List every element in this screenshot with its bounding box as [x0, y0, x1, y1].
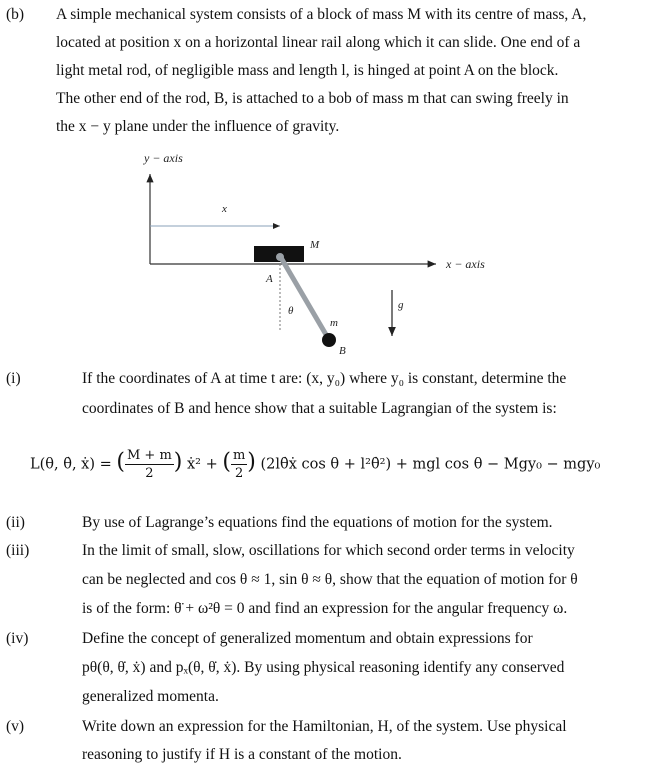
part-i-label: (i) — [6, 370, 21, 387]
part-b-line-2: located at position x on a horizontal linear rail along which it can slide. One end of a — [56, 34, 581, 51]
lagrangian-equation: L(θ, θ̇, ẋ) = ( $\frac{M + m}{2}$ ) ẋ² + ( $\frac{m}{2}$ ) (2lθ̇ẋ cos θ + l²θ̇²) + mgl cos θ − Mgy₀ − mgy₀ — [30, 448, 601, 481]
part-iii-line-1: In the limit of small, slow, oscillations for which second order terms in velocity — [82, 542, 575, 559]
angle-label: θ — [288, 305, 294, 317]
part-ii-label: (ii) — [6, 514, 25, 531]
term2-numerator: m — [232, 448, 246, 463]
bob-point-label: B — [339, 345, 346, 357]
part-v-line-1: Write down an expression for the Hamiltonian, H, of the system. Use physical — [82, 718, 567, 735]
term2-tail: (2lθ̇ẋ cos θ + l²θ̇²) + mgl cos θ − Mgy₀ − mgy₀ — [260, 456, 601, 473]
y-axis-label: y − axis — [144, 151, 183, 165]
part-iii-label: (iii) — [6, 542, 30, 559]
bob-mass-label: m — [330, 317, 338, 329]
term1-tail: ẋ² + — [186, 456, 218, 473]
part-b-line-5: the x − y plane under the influence of gravity. — [56, 118, 340, 135]
part-iii-line-3: is of the form: θ̈ + ω²θ = 0 and find an expression for the angular frequency ω. — [82, 600, 568, 617]
part-v-line-2: reasoning to justify if H is a constant of the motion. — [82, 746, 402, 763]
part-b-line-1: A simple mechanical system consists of a block of mass M with its centre of mass, A, — [56, 6, 587, 23]
term2-denominator: 2 — [234, 466, 244, 481]
x-vector-label: x⃗ — [222, 203, 236, 215]
part-b-label: (b) — [6, 6, 25, 23]
part-b-line-4: The other end of the rod, B, is attached to a bob of mass m that can swing freely in — [56, 90, 569, 107]
part-iii-line-2: can be neglected and cos θ ≈ 1, sin θ ≈ θ, show that the equation of motion for θ — [82, 571, 578, 588]
bob — [322, 333, 336, 347]
part-iv-line-2: pθ(θ, θ̇, ẋ) and pₓ(θ, θ̇, ẋ). By using physical reasoning identify any conserved — [82, 659, 565, 676]
block-mass-label: M — [310, 239, 320, 251]
part-iv-label: (iv) — [6, 630, 29, 647]
part-b-line-3: light metal rod, of negligible mass and length l, is hinged at point A on the block. — [56, 62, 559, 79]
part-iv-line-1: Define the concept of generalized momentum and obtain expressions for — [82, 630, 533, 647]
part-iv-line-3: generalized momenta. — [82, 688, 219, 705]
gravity-label: g⃗ — [398, 299, 413, 311]
part-i-line-2: coordinates of B and hence show that a suitable Lagrangian of the system is: — [82, 400, 557, 417]
lagrangian-lhs: L(θ, θ̇, ẋ) = — [30, 456, 112, 473]
hinge-point-a — [276, 253, 284, 261]
part-v-label: (v) — [6, 718, 25, 735]
x-axis-label: x − axis — [446, 257, 485, 271]
term1-numerator: M + m — [126, 448, 172, 463]
part-ii-line-1: By use of Lagrange’s equations find the equations of motion for the system. — [82, 514, 553, 531]
part-i-line-1: If the coordinates of A at time t are: (x, y₀) where y₀ is constant, determine the — [82, 370, 567, 387]
pendulum-diagram — [0, 0, 663, 360]
hinge-label: A — [266, 273, 273, 285]
term1-denominator: 2 — [145, 466, 154, 481]
rod — [280, 256, 328, 338]
